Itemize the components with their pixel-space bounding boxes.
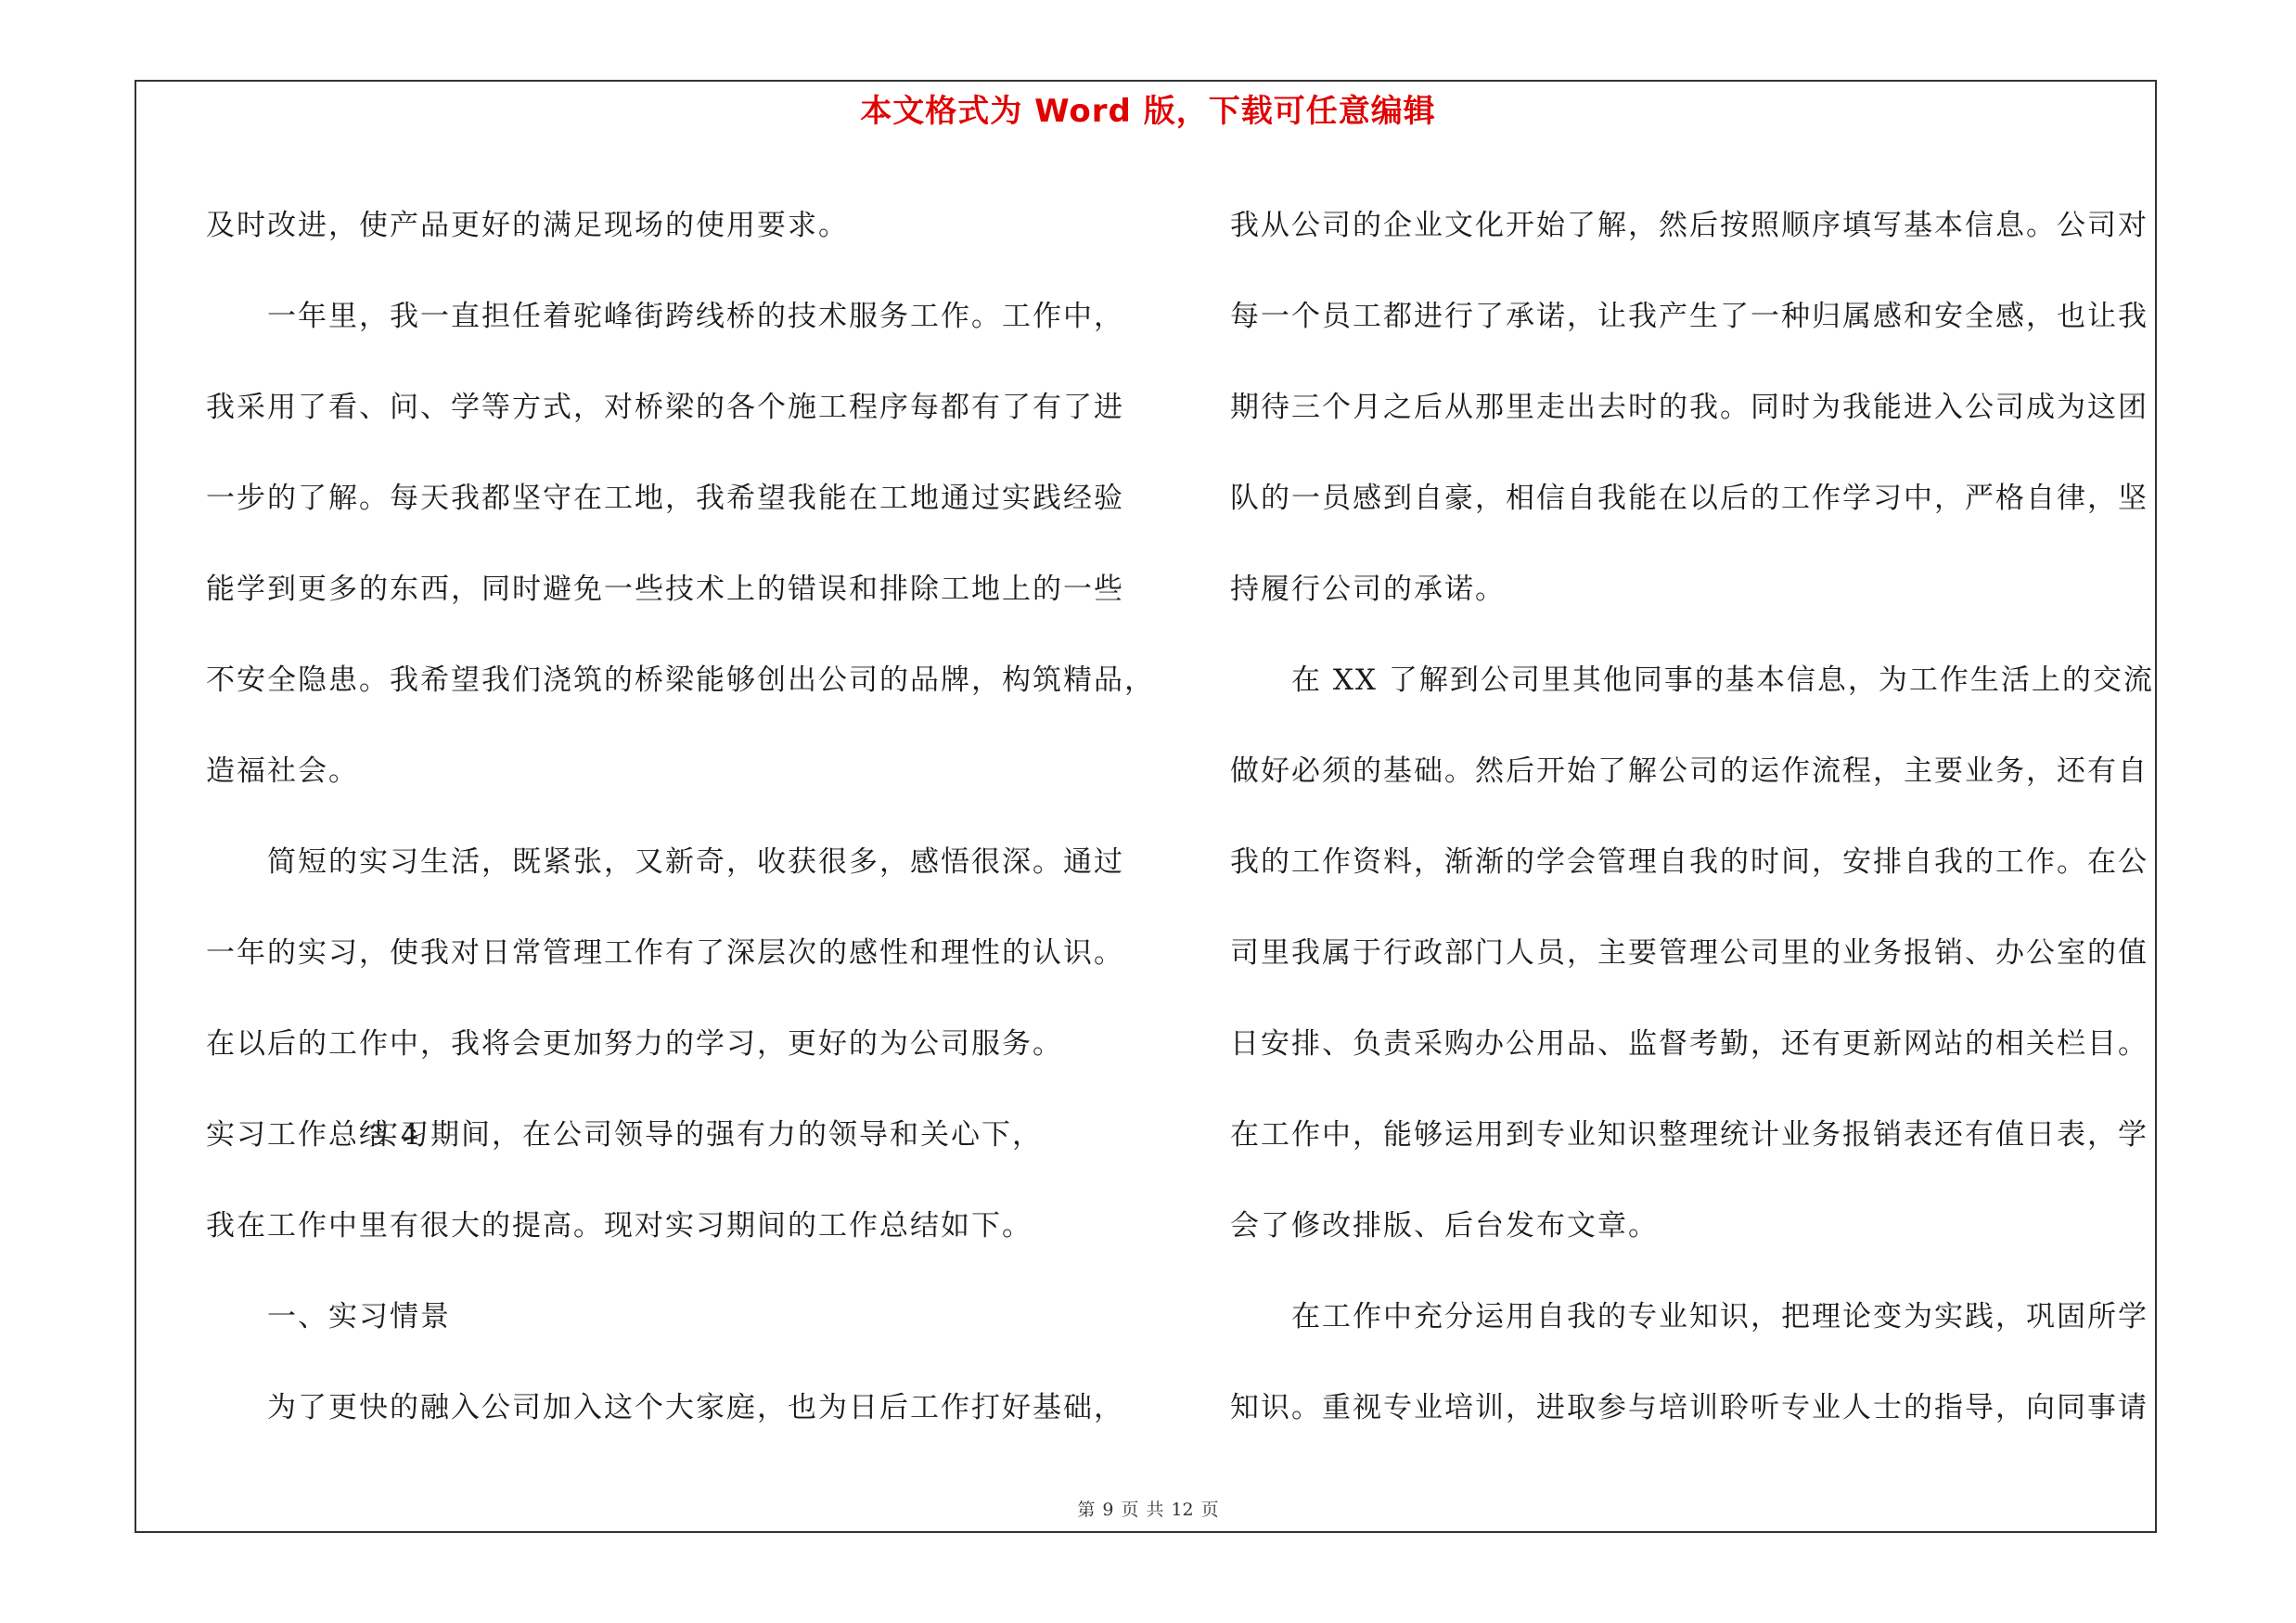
paragraph-line: 期待三个月之后从那里走出去时的我。同时为我能进入公司成为这团 [1230,391,2148,424]
total-page-number: 12 [1171,1500,1194,1520]
paragraph-line: 为了更快的融入公司加入这个大家庭，也为日后工作打好基础， [267,1391,1124,1424]
paragraph-line: 知识。重视专业培训，进取参与培训聆听专业人士的指导，向同事请 [1230,1391,2148,1424]
paragraph-line: 一步的了解。每天我都坚守在工地，我希望我能在工地通过实践经验 [206,482,1124,515]
paragraph-line: 造福社会。 [206,754,359,788]
paragraph-line: 在工作中，能够运用到专业知识整理统计业务报销表还有值日表，学 [1230,1118,2148,1152]
left-column [206,180,1155,1453]
right-column [1230,180,2167,1453]
section-heading-line [206,1089,1143,1180]
current-page-number: 9 [1102,1500,1114,1520]
paragraph-line: 及时改进，使产品更好的满足现场的使用要求。 [206,209,849,242]
paragraph-line: 在 XX 了解到公司里其他同事的基本信息，为工作生活上的交流 [1291,663,2154,697]
section-label: 实习工作总结 4 [206,1118,421,1152]
paragraph-line: 司里我属于行政部门人员，主要管理公司里的业务报销、办公室的值 [1230,936,2148,970]
footer-total-word: 共 [1146,1500,1164,1520]
paragraph-line: 我采用了看、问、学等方式，对桥梁的各个施工程序每都有了有了进 [206,391,1124,424]
paragraph-line: 每一个员工都进行了承诺，让我产生了一种归属感和安全感，也让我 [1230,300,2148,333]
paragraph-line: 我的工作资料，渐渐的学会管理自我的时间，安排自我的工作。在公 [1230,845,2148,879]
paragraph-text: 实习期间，在公司领导的强有力的领导和关心下， [369,1118,1043,1152]
paragraph-line: 持履行公司的承诺。 [1230,573,1506,606]
subheading: 一、实习情景 [267,1300,451,1333]
paragraph-line: 能学到更多的东西，同时避免一些技术上的错误和排除工地上的一些 [206,573,1124,606]
paragraph-line: 在工作中充分运用自我的专业知识，把理论变为实践，巩固所学 [1291,1300,2148,1333]
paragraph-line: 在以后的工作中，我将会更加努力的学习，更好的为公司服务。 [206,1027,1063,1061]
paragraph-line: 简短的实习生活，既紧张，又新奇，收获很多，感悟很深。通过 [267,845,1124,879]
footer-prefix: 第 [1077,1500,1096,1520]
paragraph-line: 不安全隐患。我希望我们浇筑的桥梁能够创出公司的品牌，构筑精品， [206,663,1155,697]
paragraph-line: 一年的实习，使我对日常管理工作有了深层次的感性和理性的认识。 [206,936,1124,970]
paragraph-line: 做好必须的基础。然后开始了解公司的运作流程，主要业务，还有自 [1230,754,2148,788]
paragraph-line: 日安排、负责采购办公用品、监督考勤，还有更新网站的相关栏目。 [1230,1027,2148,1061]
document-banner: 本文格式为 Word 版，下载可任意编辑 [860,93,1436,130]
paragraph-line: 我从公司的企业文化开始了解，然后按照顺序填写基本信息。公司对 [1230,209,2148,242]
paragraph-line: 队的一员感到自豪，相信自我能在以后的工作学习中，严格自律，坚 [1230,482,2148,515]
paragraph-line: 我在工作中里有很大的提高。现对实习期间的工作总结如下。 [206,1209,1033,1243]
page-footer [0,1496,2296,1521]
paragraph-line: 一年里，我一直担任着驼峰街跨线桥的技术服务工作。工作中， [267,300,1124,333]
paragraph-line: 会了修改排版、后台发布文章。 [1230,1209,1659,1243]
footer-suffix: 页 [1200,1500,1219,1520]
footer-page-word: 页 [1121,1500,1139,1520]
